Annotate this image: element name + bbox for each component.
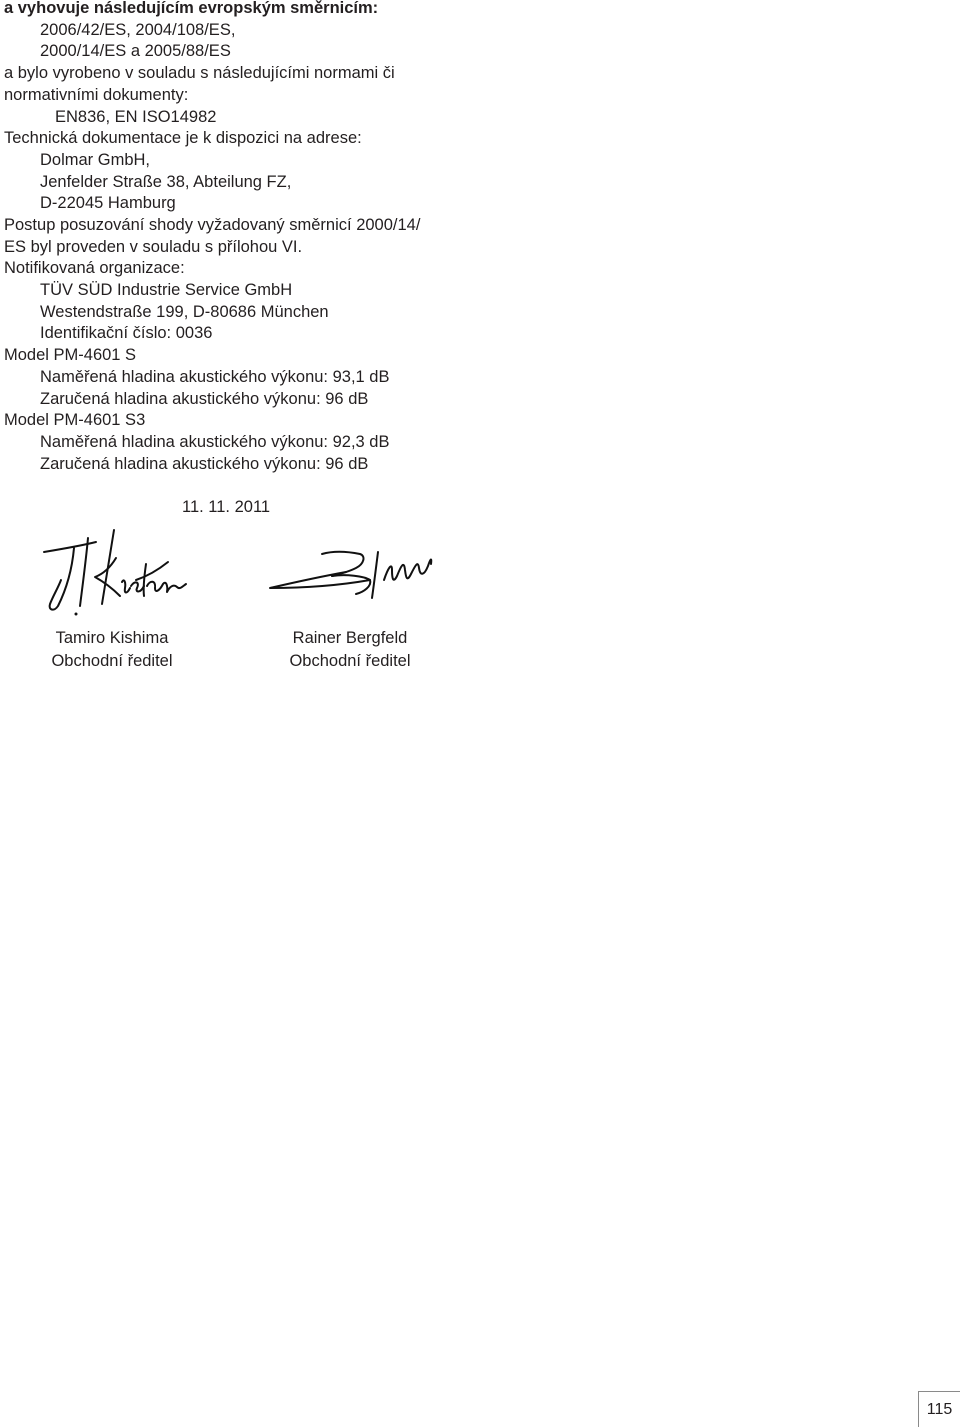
- tech-doc-intro: Technická dokumentace je k dispozici na adrese:: [4, 129, 362, 147]
- model-1-guaranteed-level: Zaručená hladina akustického výkonu: 96 dB: [40, 390, 369, 408]
- procedure-line-2: ES byl proveden v souladu s přílohou VI.: [4, 238, 303, 256]
- standards-list: EN836, EN ISO14982: [55, 108, 217, 126]
- declaration-heading: a vyhovuje následujícím evropským směrnicím:: [4, 0, 379, 17]
- model-2-measured-level: Naměřená hladina akustického výkonu: 92,3 dB: [40, 433, 390, 451]
- signatory-1-name: Tamiro Kishima: [55, 629, 169, 647]
- procedure-line-1: Postup posuzování shody vyžadovaný směrnicí 2000/14/: [4, 216, 421, 234]
- signatory-1-title: Obchodní ředitel: [51, 652, 173, 670]
- notified-body-label: Notifikovaná organizace:: [4, 259, 185, 277]
- model-1-measured-level: Naměřená hladina akustického výkonu: 93,1 dB: [40, 368, 390, 386]
- address-street: Jenfelder Straße 38, Abteilung FZ,: [40, 173, 292, 191]
- directives-line-1: 2006/42/ES, 2004/108/ES,: [40, 21, 236, 39]
- directives-line-2: 2000/14/ES a 2005/88/ES: [40, 42, 231, 60]
- address-company: Dolmar GmbH,: [40, 151, 151, 169]
- notified-body-address: Westendstraße 199, D-80686 München: [40, 303, 329, 321]
- signatory-2-name: Rainer Bergfeld: [292, 629, 408, 647]
- model-1-name: Model PM-4601 S: [4, 346, 137, 364]
- signature-bergfeld-image: [266, 546, 436, 606]
- notified-body-id: Identifikační číslo: 0036: [40, 324, 213, 342]
- signature-kishima-image: [36, 524, 188, 616]
- model-2-name: Model PM-4601 S3: [4, 411, 146, 429]
- page-number: 115: [918, 1391, 960, 1427]
- notified-body-name: TÜV SÜD Industrie Service GmbH: [40, 281, 293, 299]
- model-2-guaranteed-level: Zaručená hladina akustického výkonu: 96 dB: [40, 455, 369, 473]
- address-city: D-22045 Hamburg: [40, 194, 176, 212]
- declaration-date: 11. 11. 2011: [182, 498, 271, 516]
- signatory-2-title: Obchodní ředitel: [289, 652, 411, 670]
- standards-intro-line-2: normativními dokumenty:: [4, 86, 189, 104]
- standards-intro-line-1: a bylo vyrobeno v souladu s následujícími normami či: [4, 64, 395, 82]
